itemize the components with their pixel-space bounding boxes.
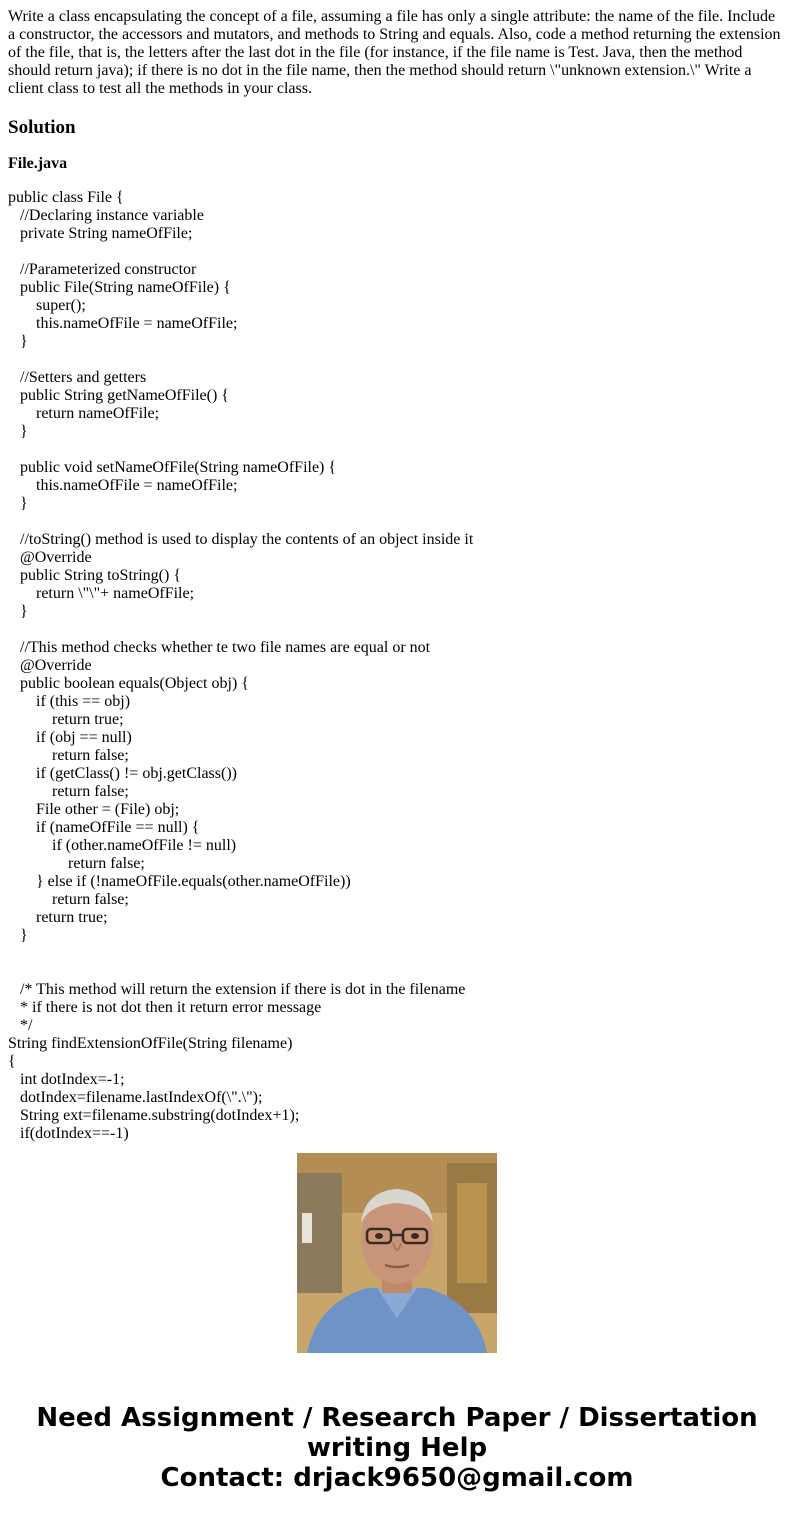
code-line: //toString() method is used to display the contents of an object inside it bbox=[8, 531, 474, 548]
code-line: if (getClass() != obj.getClass()) bbox=[8, 765, 237, 782]
promo-line-1: Need Assignment / Research Paper / Dissertation bbox=[36, 1403, 758, 1433]
code-line: } bbox=[8, 333, 28, 350]
code-line: return nameOfFile; bbox=[8, 405, 160, 422]
code-line: if (other.nameOfFile != null) bbox=[8, 837, 237, 854]
question-text: Write a class encapsulating the concept of a file, assuming a file has only a single attribute: the name of the file. Include a constructor, the accessors and mutators, and methods to String and equals. Also, code a method returning the extension of the file, that is, the letters after the last dot in the file (for instance, if the file name is Test. Java, then the method should return java); if there is no dot in the file name, then the method should return \"unknown extension.\" Write a client class to test all the methods in your class. bbox=[8, 8, 781, 97]
code-line: if(dotIndex==-1) bbox=[8, 1125, 129, 1142]
code-line bbox=[8, 945, 786, 963]
code-block bbox=[8, 189, 786, 1143]
code-line: return true; bbox=[8, 711, 124, 728]
code-line: return false; bbox=[8, 891, 129, 908]
code-line: //This method checks whether te two file names are equal or not bbox=[8, 639, 431, 656]
code-line: } else if (!nameOfFile.equals(other.nameOfFile)) bbox=[8, 873, 351, 890]
code-line: } bbox=[8, 927, 28, 944]
code-line bbox=[8, 963, 786, 981]
code-line: } bbox=[8, 603, 28, 620]
promo-line-2: writing Help bbox=[306, 1433, 488, 1463]
code-line: if (nameOfFile == null) { bbox=[8, 819, 200, 836]
code-line: } bbox=[8, 423, 28, 440]
code-line: //Setters and getters bbox=[8, 369, 147, 386]
code-line bbox=[8, 621, 786, 639]
code-line: public class File { bbox=[8, 189, 124, 206]
code-line: private String nameOfFile; bbox=[8, 225, 193, 242]
code-line: public File(String nameOfFile) { bbox=[8, 279, 231, 296]
code-line: //Declaring instance variable bbox=[8, 207, 204, 224]
code-line: return true; bbox=[8, 909, 108, 926]
code-line: } bbox=[8, 495, 28, 512]
code-line bbox=[8, 513, 786, 531]
code-line: public String toString() { bbox=[8, 567, 182, 584]
code-line: return false; bbox=[8, 783, 129, 800]
code-line: { bbox=[8, 1053, 16, 1070]
code-line: dotIndex=filename.lastIndexOf(\".\"); bbox=[8, 1089, 263, 1106]
promo-banner bbox=[0, 1403, 794, 1493]
code-line: int dotIndex=-1; bbox=[8, 1071, 125, 1088]
code-line: @Override bbox=[8, 657, 92, 674]
code-line: super(); bbox=[8, 297, 86, 314]
code-line: public String getNameOfFile() { bbox=[8, 387, 229, 404]
code-line: return false; bbox=[8, 855, 145, 872]
code-line: return false; bbox=[8, 747, 129, 764]
author-avatar bbox=[297, 1153, 497, 1353]
code-line: return \"\"+ nameOfFile; bbox=[8, 585, 195, 602]
promo-contact: Contact: drjack9650@gmail.com bbox=[160, 1463, 634, 1493]
code-line: * if there is not dot then it return error message bbox=[8, 999, 322, 1016]
code-line: File other = (File) obj; bbox=[8, 801, 180, 818]
code-line: public boolean equals(Object obj) { bbox=[8, 675, 249, 692]
code-line: this.nameOfFile = nameOfFile; bbox=[8, 477, 238, 494]
author-photo bbox=[297, 1153, 497, 1353]
code-line: String findExtensionOfFile(String filename) bbox=[8, 1035, 293, 1052]
code-line bbox=[8, 351, 786, 369]
code-line bbox=[8, 243, 786, 261]
code-line: @Override bbox=[8, 549, 92, 566]
file-heading: File.java bbox=[8, 155, 68, 172]
code-line bbox=[8, 441, 786, 459]
code-line: //Parameterized constructor bbox=[8, 261, 197, 278]
code-line: if (this == obj) bbox=[8, 693, 131, 710]
code-line: /* This method will return the extension if there is dot in the filename bbox=[8, 981, 466, 998]
code-line: if (obj == null) bbox=[8, 729, 132, 746]
code-line: public void setNameOfFile(String nameOfFile) { bbox=[8, 459, 337, 476]
document-content bbox=[8, 8, 786, 1142]
code-line: String ext=filename.substring(dotIndex+1); bbox=[8, 1107, 300, 1124]
code-line: this.nameOfFile = nameOfFile; bbox=[8, 315, 238, 332]
code-line: */ bbox=[8, 1017, 33, 1034]
solution-heading: Solution bbox=[8, 117, 76, 138]
